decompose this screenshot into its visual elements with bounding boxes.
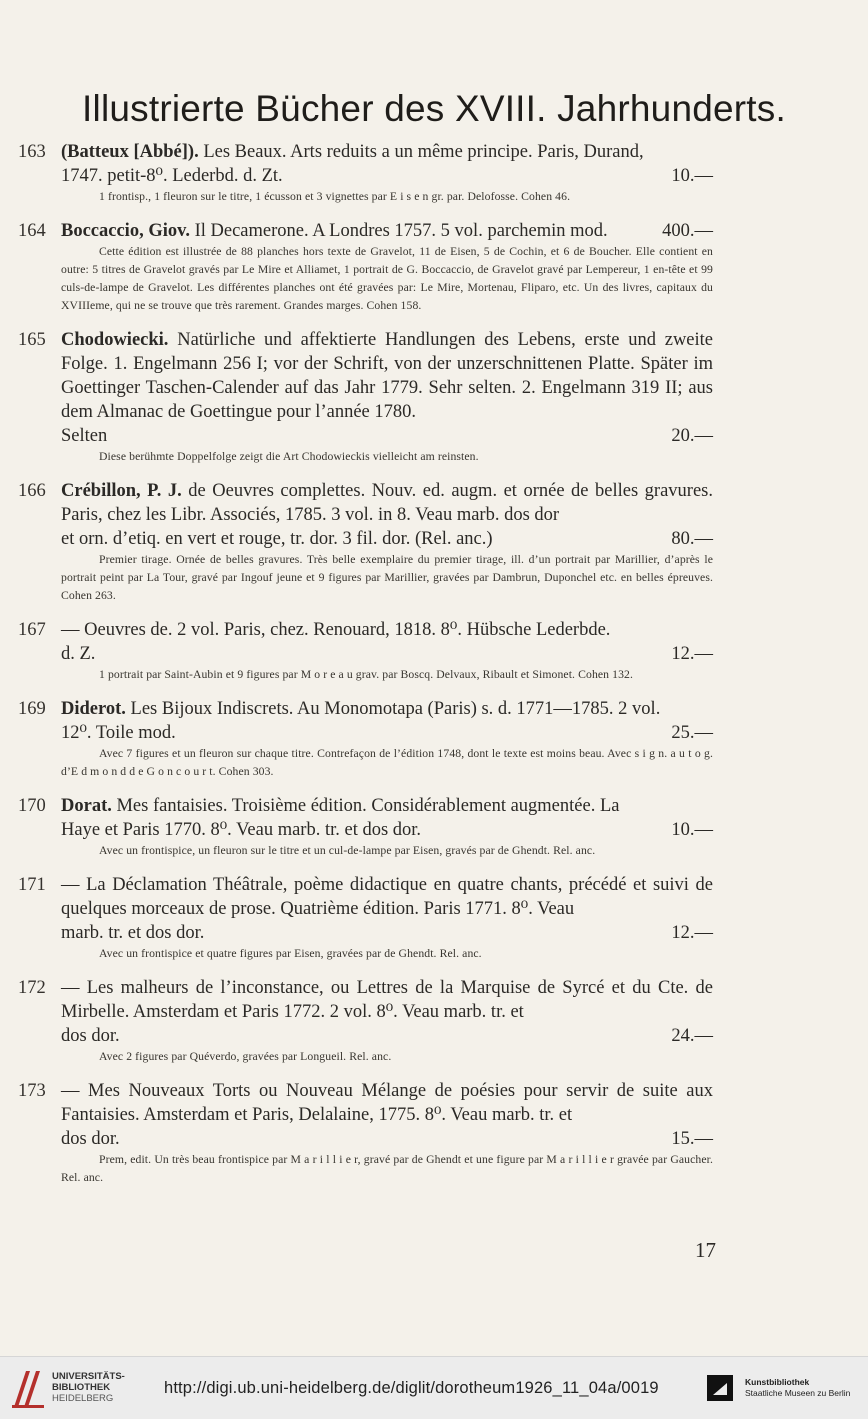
entry-description [61,140,713,164]
entry-price-row [61,424,713,448]
kunstbibliothek-name [745,1377,850,1399]
entry-last-line: dos dor. [61,1026,120,1046]
catalog-entry [0,1079,868,1187]
entry-description [61,618,713,642]
entry-author: Crébillon, P. J. [61,481,182,501]
entry-body [61,1079,713,1187]
catalog-entry [0,697,868,781]
entry-description [61,873,713,921]
catalog-entry [0,976,868,1066]
page-heading: Illustrierte Bücher des XVIII. Jahrhunderts. [82,88,786,129]
entry-number: 172 [18,978,46,998]
entry-price: 10.— [671,166,713,186]
entry-text: Natürliche und affektierte Handlungen des Lebens, erste und zweite Folge. 1. Engelmann 256 I; vor der Schrift, von der unzerschnittenen Platte. Später im Goettinger Taschen-Calender auf das Jahr 1779. Sehr selten. 2. Engelmann 319 II; aus dem Almanac de Goettingue pour l’année 1780. [61,330,714,422]
entry-text: Mes fantaisies. Troisième édition. Considérablement augmentée. La [116,796,620,816]
page-number: 17 [695,1238,716,1262]
catalog-entry [0,140,868,206]
entry-price-row [61,164,713,188]
entry-last-line: d. Z. [61,644,96,664]
entry-author: Boccaccio, Giov. [61,221,195,241]
entry-price: 80.— [671,529,713,549]
entry-description [61,697,713,721]
entry-note: Avec 7 figures et un fleuron sur chaque titre. Contrefaçon de l’édition 1748, dont le texte est moins beau. Avec s i g n. a u t o g. d’E d m o n d d e G o n c o u r t. Cohen 303. [61,747,713,778]
ub-line-2: BIBLIOTHEK [52,1382,111,1393]
entry-price: 12.— [671,923,713,943]
entry-description [61,976,713,1024]
entry-body [61,219,713,315]
entry-last-line: 1747. petit-8⁰. Lederbd. d. Zt. [61,166,283,186]
entry-author: (Batteux [Abbé]). [61,142,199,162]
catalog-entry [0,219,868,315]
entry-last-line: et orn. d’etiq. en vert et rouge, tr. dor. 3 fil. dor. (Rel. anc.) [61,529,493,549]
entry-text: — Mes Nouveaux Torts ou Nouveau Mélange de poésies pour servir de suite aux Fantaisies. Amsterdam et Paris, Delalaine, 1775. 8⁰. Veau marb. tr. et [61,1081,713,1125]
university-library-name [52,1371,125,1404]
entry-body [61,140,713,206]
entry-number: 163 [18,142,46,162]
entry-price: 24.— [671,1026,713,1046]
entry-price: 20.— [671,426,713,446]
catalog-entry [0,479,868,605]
catalog-entry [0,873,868,963]
entry-note: 1 frontisp., 1 fleuron sur le titre, 1 écusson et 3 vignettes par E i s e n gr. par. Delofosse. Cohen 46. [99,190,571,203]
entry-price-row [61,818,713,842]
entry-body [61,794,713,860]
entry-body [61,618,713,684]
entry-last-line: dos dor. [61,1129,120,1149]
entry-text: Les Bijoux Indiscrets. Au Monomotapa (Paris) s. d. 1771—1785. 2 vol. [130,699,661,719]
entry-price-row [61,921,713,945]
entry-description [61,328,713,424]
entry-note: Diese berühmte Doppelfolge zeigt die Art Chodowieckis vielleicht am reinsten. [99,450,479,463]
ub-line-3: HEIDELBERG [52,1393,114,1404]
entry-note: 1 portrait par Saint-Aubin et 9 figures par M o r e a u grav. par Boscq. Delvaux, Ribault et Simonet. Cohen 132. [99,668,633,681]
entry-body [61,697,713,781]
entry-last-line: Boccaccio, Giov. Il Decamerone. A Londres 1757. 5 vol. parchemin mod. [61,221,608,241]
entry-note: Avec un frontispice et quatre figures par Eisen, gravées par de Ghendt. Rel. anc. [99,947,482,960]
entry-note: Prem, edit. Un très beau frontispice par M a r i l l i e r, gravé par de Ghendt et une figure par M a r i l l i e r gravée par Gaucher. Rel. anc. [61,1153,713,1184]
entry-note: Avec un frontispice, un fleuron sur le titre et un cul-de-lampe par Eisen, gravés par de Ghendt. Rel. anc. [99,844,596,857]
entry-body [61,479,713,605]
entry-last-line: 12⁰. Toile mod. [61,723,176,743]
entry-price: 400.— [662,221,713,241]
entry-last-line: Haye et Paris 1770. 8⁰. Veau marb. tr. et dos dor. [61,820,422,840]
entry-price-row [61,219,713,243]
entry-price: 25.— [671,723,713,743]
entry-number: 169 [18,699,46,719]
catalog-entry [0,794,868,860]
entry-number: 167 [18,620,46,640]
entry-body [61,976,713,1066]
entry-body [61,873,713,963]
entry-author: Chodowiecki. [61,330,169,350]
entry-text: de Oeuvres complettes. Nouv. ed. augm. et ornée de belles gravures. Paris, chez les Libr. Associés, 1785. 3 vol. in 8. Veau marb. dos dor [61,481,713,525]
entry-price-row [61,1024,713,1048]
permalink-url[interactable]: http://digi.ub.uni-heidelberg.de/diglit/dorotheum1926_11_04a/0019 [164,1379,659,1397]
catalog-entry [0,618,868,684]
entry-text: — La Déclamation Théâtrale, poème didactique en quatre chants, précédé et suivi de quelques morceaux de prose. Quatrième édition. Paris 1771. 8⁰. Veau [61,875,713,919]
entry-text: — Oeuvres de. 2 vol. Paris, chez. Renouard, 1818. 8⁰. Hübsche Lederbde. [61,620,611,640]
entry-description [61,479,713,527]
entry-last-line: Selten [61,426,108,446]
catalog-entries [0,140,868,1200]
entry-price-row [61,527,713,551]
entry-number: 164 [18,221,46,241]
kb-line-2: Staatliche Museen zu Berlin [745,1388,851,1398]
entry-price-row [61,1127,713,1151]
entry-price: 15.— [671,1129,713,1149]
entry-note: Premier tirage. Ornée de belles gravures. Très belle exemplaire du premier tirage, ill. d’un portrait par Marillier, d’après le portrait peint par La Tour, gravé par Ingouf jeune et 9 figures par Marillier, gravées par Dambrun, Duponchel etc. en belles épreuves. Cohen 263. [61,553,713,602]
entry-number: 166 [18,481,46,501]
entry-number: 173 [18,1081,46,1101]
entry-text: — Les malheurs de l’inconstance, ou Lettres de la Marquise de Syrcé et du Cte. de Mirbelle. Amsterdam et Paris 1772. 2 vol. 8⁰. Veau marb. tr. et [61,978,713,1022]
entry-price: 10.— [671,820,713,840]
entry-number: 170 [18,796,46,816]
entry-price-row [61,721,713,745]
entry-description [61,794,713,818]
entry-description [61,1079,713,1127]
entry-number: 171 [18,875,46,895]
entry-note: Cette édition est illustrée de 88 planches hors texte de Gravelot, 11 de Eisen, 5 de Cochin, et 6 de Boucher. Elle contient en outre: 5 titres de Gravelot gravés par Le Mire et Alliamet, 1 portrait de G. Boccaccio, de Gravelot gravé par Lempereur, 1 en-tête et 99 culs-de-lampe de Gravelot. Les différentes planches ont été gravées par: Le Mire, Mortenau, Fliparo, etc. Un des livres, capitaux du XVIIIeme, qui ne se trouve que très rarement. Grandes marges. Cohen 158. [61,245,713,312]
catalog-entry [0,328,868,466]
entry-price: 12.— [671,644,713,664]
kb-line-1: Kunstbibliothek [745,1377,810,1387]
entry-text: Les Beaux. Arts reduits a un même principe. Paris, Durand, [203,142,644,162]
ub-line-1: UNIVERSITÄTS- [52,1371,125,1382]
entry-price-row [61,642,713,666]
entry-body [61,328,713,466]
entry-author: Dorat. [61,796,112,816]
footer-bar [0,1356,868,1419]
entry-note: Avec 2 figures par Quéverdo, gravées par Longueil. Rel. anc. [99,1050,392,1063]
kunstbibliothek-logo-icon[interactable] [705,1373,735,1403]
university-library-logo-icon[interactable] [10,1367,46,1409]
entry-last-line: marb. tr. et dos dor. [61,923,205,943]
entry-number: 165 [18,330,46,350]
entry-author: Diderot. [61,699,126,719]
